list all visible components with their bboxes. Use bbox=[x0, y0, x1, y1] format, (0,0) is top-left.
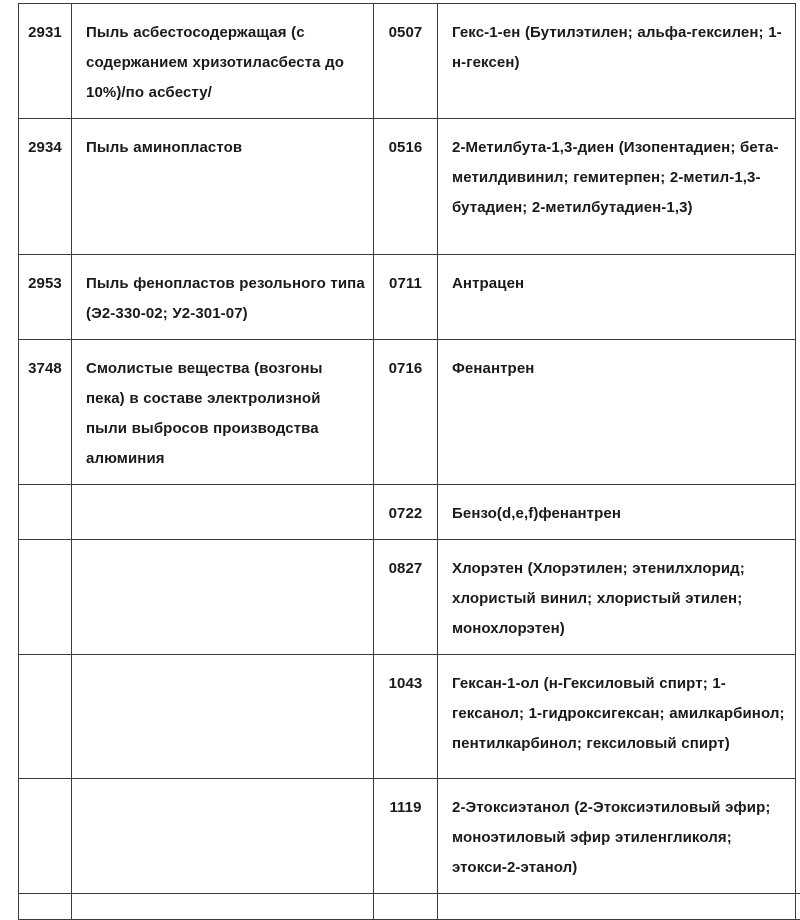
cell-code-left bbox=[19, 894, 72, 920]
cell-code-right bbox=[374, 894, 438, 920]
cell-code-left bbox=[19, 485, 72, 540]
substance-code-right: 0716 bbox=[374, 340, 437, 394]
table-row bbox=[19, 655, 800, 779]
cell-name-right bbox=[438, 340, 796, 485]
cell-name-left bbox=[72, 655, 374, 779]
cell-name-left bbox=[72, 779, 374, 894]
cell-code-right bbox=[374, 119, 438, 255]
substance-code-right: 0507 bbox=[374, 4, 437, 58]
table-row bbox=[19, 340, 800, 485]
cell-code-left bbox=[19, 540, 72, 655]
table-row bbox=[19, 485, 800, 540]
cell-code-right bbox=[374, 4, 438, 119]
table-row bbox=[19, 119, 800, 255]
cell-name-right bbox=[438, 540, 796, 655]
substance-code-left: 2931 bbox=[19, 4, 71, 58]
substance-code-right: 0516 bbox=[374, 119, 437, 173]
substance-name-left bbox=[72, 655, 373, 679]
table-row-partial bbox=[19, 894, 800, 920]
substance-code-left bbox=[19, 894, 71, 919]
cell-code-right bbox=[374, 779, 438, 894]
cell-name-left bbox=[72, 4, 374, 119]
substance-name-right: Хлорэтен (Хлорэтилен; этенилхлорид; хлористый винил; хлористый этилен; монохлорэтен) bbox=[438, 540, 795, 654]
cell-name-right bbox=[438, 485, 796, 540]
cell-code-right bbox=[374, 485, 438, 540]
substance-name-right: Гексан-1-ол (н-Гексиловый спирт; 1-гексанол; 1-гидроксигексан; амилкарбинол; пентилкарбинол; гексиловый спирт) bbox=[438, 655, 795, 769]
cell-code-right bbox=[374, 340, 438, 485]
substance-name-right: Гекс-1-ен (Бутилэтилен; альфа-гексилен; 1-н-гексен) bbox=[438, 4, 795, 88]
cell-name-right bbox=[438, 779, 796, 894]
substance-code-left bbox=[19, 779, 71, 803]
table-row bbox=[19, 4, 800, 119]
substance-code-left bbox=[19, 540, 71, 564]
substance-name-left: Пыль аминопластов bbox=[72, 119, 373, 173]
cell-code-right bbox=[374, 540, 438, 655]
table-row bbox=[19, 540, 800, 655]
substance-name-left bbox=[72, 779, 373, 803]
cell-name-left bbox=[72, 255, 374, 340]
cell-code-left bbox=[19, 779, 72, 894]
cell-name-left bbox=[72, 119, 374, 255]
cell-name-right bbox=[438, 119, 796, 255]
cell-code-left bbox=[19, 4, 72, 119]
substance-code-right: 0722 bbox=[374, 485, 437, 539]
substances-table bbox=[18, 3, 800, 920]
substance-code-right: 0711 bbox=[374, 255, 437, 309]
substance-name-right: 2-Метилбута-1,3-диен (Изопентадиен; бета-метилдивинил; гемитерпен; 2-метил-1,3-бутадиен; 2-метилбутадиен-1,3) bbox=[438, 119, 795, 233]
table-row bbox=[19, 255, 800, 340]
substance-code-left: 2953 bbox=[19, 255, 71, 309]
substance-name-left: Пыль фенопластов резольного типа (Э2-330-02; У2-301-07) bbox=[72, 255, 373, 339]
substance-code-left: 3748 bbox=[19, 340, 71, 394]
page-right-margin bbox=[796, 0, 800, 850]
cell-name-left bbox=[72, 485, 374, 540]
substance-name-left bbox=[72, 485, 373, 509]
cell-code-left bbox=[19, 655, 72, 779]
table-row bbox=[19, 779, 800, 894]
substance-name-right: 2-Этоксиэтанол (2-Этоксиэтиловый эфир; моноэтиловый эфир этиленгликоля; этокси-2-этанол) bbox=[438, 779, 795, 893]
substance-code-left bbox=[19, 485, 71, 509]
substance-name-right bbox=[438, 894, 795, 919]
cell-name-right bbox=[438, 4, 796, 119]
substance-code-right bbox=[374, 894, 437, 919]
substance-name-right: Антрацен bbox=[438, 255, 795, 309]
cell-code-left bbox=[19, 255, 72, 340]
cell-name-right bbox=[438, 655, 796, 779]
cell-name-right bbox=[438, 255, 796, 340]
substance-name-left: Пыль асбестосодержащая (с содержанием хризотиласбеста до 10%)/по асбесту/ bbox=[72, 4, 373, 118]
substance-name-left bbox=[72, 894, 373, 919]
cell-code-left bbox=[19, 340, 72, 485]
table-body bbox=[19, 4, 800, 920]
substance-code-right: 0827 bbox=[374, 540, 437, 594]
cell-code-right bbox=[374, 255, 438, 340]
cell-name-right bbox=[438, 894, 796, 920]
substance-code-left bbox=[19, 655, 71, 679]
substance-code-right: 1043 bbox=[374, 655, 437, 709]
cell-overflow bbox=[796, 894, 800, 920]
substance-code-right: 1119 bbox=[374, 779, 437, 833]
cell-code-left bbox=[19, 119, 72, 255]
cell-code-right bbox=[374, 655, 438, 779]
cell-name-left bbox=[72, 340, 374, 485]
substance-name-left: Смолистые вещества (возгоны пека) в составе электролизной пыли выбросов производства алюминия bbox=[72, 340, 373, 484]
substance-name-right: Бензо(d,e,f)фенантрен bbox=[438, 485, 795, 539]
cell-name-left bbox=[72, 540, 374, 655]
substance-code-left: 2934 bbox=[19, 119, 71, 173]
substance-name-right: Фенантрен bbox=[438, 340, 795, 394]
substance-name-left bbox=[72, 540, 373, 564]
cell-name-left bbox=[72, 894, 374, 920]
